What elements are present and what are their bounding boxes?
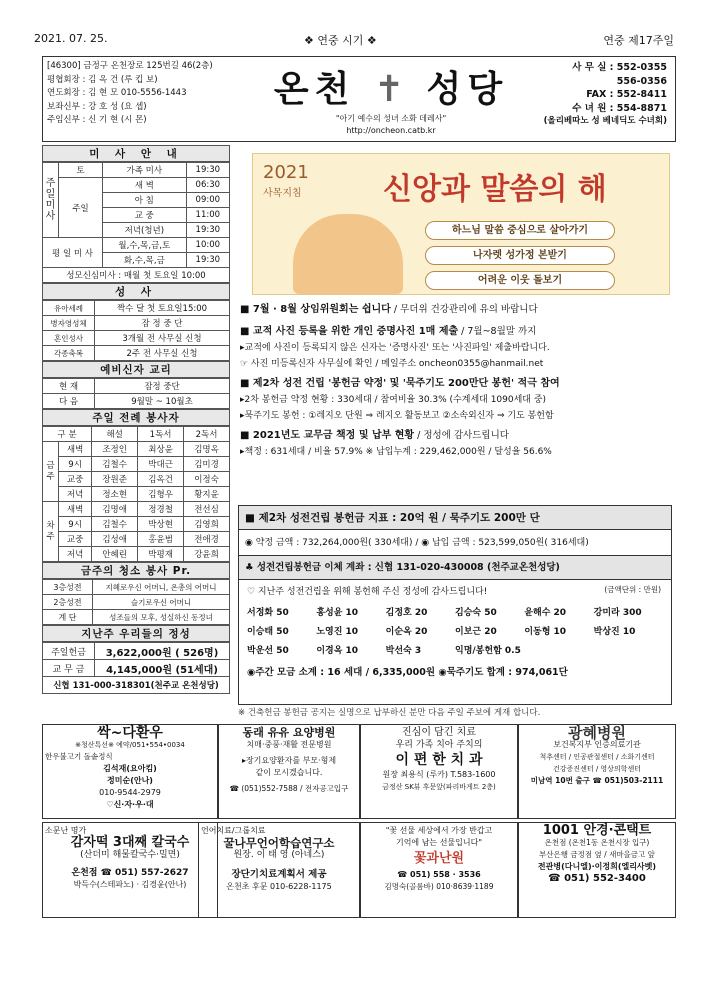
- servers-cell: 강윤희: [184, 547, 230, 562]
- servers-cell: 전선심: [184, 502, 230, 517]
- servers-cell: 김철수: [92, 517, 138, 532]
- servers-cell: 최상윤: [138, 442, 184, 457]
- title-part: 온천: [273, 69, 356, 110]
- catechism-label: 다 음: [43, 394, 95, 409]
- servers-mass: 저녁: [59, 487, 92, 502]
- mass-time: 10:00: [186, 238, 229, 253]
- mass-time: 19:30: [186, 223, 229, 238]
- servers-mass: 새벽: [59, 502, 92, 517]
- donor-thanks: ♡ 지난주 성전건립을 위해 봉헌해 주신 정성에 감사드립니다!: [247, 587, 488, 597]
- banner-item: 하느님 말씀 중심으로 살아가기: [425, 221, 615, 240]
- contact-line: FAX : 552-8411: [586, 89, 667, 100]
- ad-noodle[interactable]: [42, 822, 218, 918]
- news-heading: ■ 제2차 성전 건립 '봉헌금 약정' 및 '묵주기도 200만단 봉헌' 적극 참여: [240, 378, 560, 389]
- ad-line: 온천점 (온천1동 온천시장 입구): [544, 838, 650, 847]
- ad-line: 원장. 이 태 영 (아네스): [233, 850, 325, 860]
- banner-year: 2021: [263, 162, 309, 183]
- servers-cell: 전애경: [184, 532, 230, 547]
- mass-time: 09:00: [186, 193, 229, 208]
- cleaning-place: 3층성전: [43, 580, 93, 595]
- parish-title: [261, 61, 521, 112]
- sacrament-info: 잠 정 중 단: [95, 316, 230, 331]
- cleaning-group: 성조들의 모후, 성실하신 동정녀: [93, 610, 230, 625]
- servers-mass: 9시: [59, 457, 92, 472]
- ad-title: 싹~다환우: [97, 725, 163, 741]
- news-item: [240, 340, 676, 356]
- cleaning-table: [42, 579, 230, 625]
- donor-entry: 이경옥 10: [316, 646, 359, 656]
- catechism-title: 예비신자 교리: [42, 361, 230, 378]
- ad-flower[interactable]: [360, 822, 518, 918]
- ad-line: 보건복지부 인증의료기관: [553, 740, 641, 749]
- info-line: 연도회장 : 김 현 모 010-5556-1443: [47, 88, 187, 98]
- ad-title: 광혜병원: [568, 724, 626, 742]
- cleaning-group: 슬기로우신 어머니: [93, 595, 230, 610]
- donor-entry: 서정화 50: [247, 608, 289, 618]
- offering-label: 교 무 금: [43, 660, 95, 677]
- parish-subtitle: [261, 113, 521, 137]
- mass-time: 11:00: [186, 208, 229, 223]
- donor-entry: 익명/봉헌함 0.5: [455, 646, 521, 656]
- donor-section: [239, 580, 671, 680]
- news-item: [240, 444, 676, 460]
- news-list: [240, 302, 676, 460]
- donor-entry: 홍성윤 10: [316, 608, 359, 618]
- liturgical-season: ❖ 연중 시기 ❖: [304, 34, 377, 47]
- servers-cell: 김옥건: [138, 472, 184, 487]
- servers-mass: 저녁: [59, 547, 92, 562]
- ad-line: 건강증진센터 / 영상의학센터: [553, 765, 641, 773]
- ad-line: (산더미 해물칼국수·밀면): [80, 850, 180, 860]
- news-item: [240, 392, 676, 408]
- news-item: [240, 376, 676, 392]
- news-text: ▸묵주기도 봉헌 : ①레지오 단원 ⇒ 레지오 활동보고 ②소속외신자 ⇒ 기도 봉헌함: [240, 411, 554, 421]
- ad-title: 동래 유유 요양병원: [242, 726, 336, 739]
- left-column: [42, 145, 230, 694]
- donor-unit: (금액단위 : 만원): [604, 585, 661, 594]
- parish-info: [43, 57, 243, 131]
- donor-entry: 김정호 20: [385, 608, 428, 618]
- ad-line: 같이 모시겠습니다.: [255, 768, 323, 777]
- news-text: / 정성에 감사드립니다: [414, 430, 509, 441]
- ad-line: 언어치료/그룹치료: [201, 826, 266, 835]
- mass-table: [42, 162, 230, 283]
- servers-mass: 새벽: [59, 442, 92, 457]
- info-line: [46300] 금정구 온천장로 125번길 46(2층): [47, 61, 213, 71]
- news-item: [240, 356, 676, 372]
- ad-line: 김석재(요아킴): [103, 764, 157, 773]
- mass-time: 19:30: [186, 163, 229, 178]
- contact-line: (올리베따노 성 베네딕도 수녀회): [543, 116, 667, 126]
- servers-mass: 교중: [59, 532, 92, 547]
- ad-line: ♡신·자·우·대: [106, 800, 154, 809]
- servers-cell: 김형우: [138, 487, 184, 502]
- ad-line: 기억에 남는 선물입니다": [395, 838, 483, 847]
- mass-day: 주일: [59, 178, 103, 238]
- sacrament-name: 각종축복: [43, 346, 95, 361]
- servers-header: 해설: [92, 427, 138, 442]
- info-line: 보좌신부 : 강 호 성 (요 셉): [47, 101, 147, 112]
- fund-account: ♣ 성전건립봉헌금 이체 계좌 : 신협 131-020-430008 (천주교온천성당): [239, 556, 671, 580]
- cleaning-place: 계 단: [43, 610, 93, 625]
- ad-line: 한우불고기 돌솥정식: [45, 752, 113, 761]
- mass-name: 저녁(청년): [103, 223, 187, 238]
- cleaning-title: 금주의 청소 봉사 Pr.: [42, 562, 230, 579]
- news-item: [240, 428, 676, 444]
- ad-line: 010-9544-2979: [99, 788, 161, 797]
- sacrament-info: 짝수 달 첫 토요일15:00: [95, 301, 230, 316]
- donor-entry: 박상진 10: [593, 627, 636, 637]
- servers-cell: 김명애: [92, 502, 138, 517]
- sacrament-info: 3개월 전 사무실 신청: [95, 331, 230, 346]
- donor-entry: 이동형 10: [524, 627, 567, 637]
- news-heading: ■ 2021년도 교무금 책정 및 납부 현황: [240, 430, 415, 441]
- cleaning-group: 지혜로우신 어머니, 온총의 어머니: [93, 580, 230, 595]
- donor-entry: 노영진 10: [316, 627, 359, 637]
- mass-time: 06:30: [186, 178, 229, 193]
- contact-line: 수 녀 원 : 554-8871: [572, 102, 667, 114]
- servers-cell: 조정인: [92, 442, 138, 457]
- news-heading: ■ 교적 사진 등록을 위한 개인 증명사진 1매 제출: [240, 326, 459, 337]
- contact-line: 사 무 실 : 552-0355: [572, 62, 667, 73]
- servers-cell: 이정숙: [184, 472, 230, 487]
- servers-cell: 김명옥: [184, 442, 230, 457]
- mass-name: 가족 미사: [103, 163, 187, 178]
- ad-line: 미남역 10번 출구 ☎ 051)503-2111: [530, 776, 664, 785]
- website-link[interactable]: http://oncheon.catb.kr: [346, 126, 436, 135]
- donor-entry: 윤해수 20: [524, 608, 567, 618]
- ad-line: 전관병(다니엘)·이정희(엘리사벳): [537, 862, 657, 871]
- servers-header: 1독서: [138, 427, 184, 442]
- servers-cell: 김미경: [184, 457, 230, 472]
- fund-total: ◉주간 모금 소계 : 16 세대 / 6,335,000원 ◉묵주기도 합계 : 974,061단: [247, 667, 568, 678]
- offering-label: 주일헌금: [43, 643, 95, 660]
- donor-entry: 박운선 50: [247, 646, 289, 656]
- servers-mass: 9시: [59, 517, 92, 532]
- ad-restaurant[interactable]: [42, 724, 218, 819]
- servers-cell: 안혜린: [92, 547, 138, 562]
- contact-line: 556-0356: [616, 75, 667, 87]
- catechism-value: 9월말 ~ 10월초: [95, 394, 230, 409]
- mass-name: 새 벽: [103, 178, 187, 193]
- servers-cell: 황지윤: [184, 487, 230, 502]
- donor-entry: 이순옥 20: [385, 627, 428, 637]
- sacrament-table: [42, 300, 230, 361]
- servers-header: 구 분: [43, 427, 92, 442]
- news-text: / 7월~8월말 까지: [458, 326, 537, 337]
- news-text: ▸책정 : 631세대 / 비율 57.9% ※ 납입누계 : 229,462,000원 / 달성율 56.6%: [240, 447, 552, 457]
- news-item: [240, 408, 676, 424]
- mass-name: 교 중: [103, 208, 187, 223]
- ad-line: 정미순(안나): [107, 776, 153, 785]
- mass-name: 화,수,목,금: [103, 253, 187, 268]
- ad-line: 치매·중풍·재활 전문병원: [246, 740, 332, 749]
- servers-week: 금주: [43, 442, 59, 502]
- masthead: [42, 56, 676, 142]
- ad-line: 부산은행 금정점 옆 / 새마을금고 앞: [539, 850, 655, 859]
- servers-week: 차주: [43, 502, 59, 562]
- info-line: 평협회장 : 김 옥 건 (루 킵 보): [47, 74, 158, 85]
- cleaning-place: 2층성전: [43, 595, 93, 610]
- fund-title: ■ 제2차 성전건립 봉헌금 지표 : 20억 원 / 묵주기도 200만 단: [239, 506, 671, 530]
- news-item: [240, 324, 676, 340]
- info-line: 주임신부 : 신 기 현 (시 몬): [47, 115, 147, 125]
- news-item: [240, 302, 676, 318]
- sacrament-name: 혼인성사: [43, 331, 95, 346]
- donor-entry: 이보근 20: [455, 627, 497, 637]
- ad-title: 꽃과난원: [413, 851, 465, 866]
- news-text: ▸2차 봉헌금 약정 현황 : 330세대 / 참여비율 30.3% (수계세대 1090세대 중): [240, 395, 547, 405]
- parish-contact: [529, 57, 675, 133]
- offering-title: 지난주 우리들의 정성: [42, 625, 230, 642]
- news-heading: ■ 7월 · 8월 상임위원회는 쉽니다: [240, 304, 391, 315]
- sacrament-info: 2주 전 사무실 신청: [95, 346, 230, 361]
- banner-item: 나자렛 성가정 본받기: [425, 246, 615, 265]
- servers-cell: 박상현: [138, 517, 184, 532]
- ad-title: 소문난 명가: [45, 826, 87, 835]
- catechism-value: 잠정 중단: [95, 379, 230, 394]
- servers-cell: 김철수: [92, 457, 138, 472]
- offering-account: 신협 131-000-318301(천주교 온천성당): [43, 677, 230, 694]
- servers-cell: 박평재: [138, 547, 184, 562]
- donor-entry: 이승태 50: [247, 627, 289, 637]
- donor-entry: 김승숙 50: [455, 608, 497, 618]
- mass-group: 평 일 미 사: [43, 238, 103, 268]
- catechism-label: 현 재: [43, 379, 95, 394]
- sacrament-name: 병자영성체: [43, 316, 95, 331]
- news-text: ☞ 사진 미등록신자 사무실에 확인 / 메일주소 oncheon0355@hanmail.net: [240, 359, 544, 369]
- ad-line: ☎ 051) 558 · 3536: [397, 870, 481, 879]
- banner-main-title: 신앙과 말씀의 해: [383, 172, 607, 207]
- offering-amount: 3,622,000원 ( 526명): [95, 643, 230, 660]
- mass-time: 19:30: [186, 253, 229, 268]
- mass-name: 아 침: [103, 193, 187, 208]
- donor-grid: [247, 605, 663, 656]
- ad-line: ※청산특선※ 예약/051•554•0034: [75, 741, 185, 749]
- donor-entry: 박선숙 3: [385, 646, 422, 656]
- ad-title: 1001 안경·콘택트: [542, 823, 652, 838]
- banner-kind: 사목지침: [263, 188, 302, 199]
- catechism-table: [42, 378, 230, 409]
- ad-title: 꿀나무언어학습연구소: [223, 836, 335, 850]
- mass-title: 미 사 안 내: [42, 145, 230, 162]
- fund-pledge: ◉ 약정 금액 : 732,264,000원( 330세대) / ◉ 납입 금액 : 523,599,050원( 316세대): [239, 530, 671, 556]
- building-fund-box: [238, 505, 672, 705]
- servers-cell: 홍윤범: [138, 532, 184, 547]
- ad-hospital[interactable]: [218, 724, 360, 819]
- ad-line: 이 편 한 치 과: [395, 752, 483, 768]
- servers-cell: 김성애: [92, 532, 138, 547]
- banner-item: 어려운 이웃 돌보기: [425, 271, 615, 290]
- ad-line: 우리 가족 치아 주치의: [395, 740, 483, 750]
- ad-line: ☎ 051) 552-3400: [548, 873, 646, 884]
- ad-line: ▸장기요양환자를 부모·형제: [241, 756, 337, 765]
- ad-optical[interactable]: [518, 822, 676, 918]
- ad-line: ☎ (051)552-7588 / 전자공고입구: [229, 784, 349, 793]
- servers-table: [42, 426, 230, 562]
- servers-cell: 박대근: [138, 457, 184, 472]
- ad-line: 온천점 ☎ 051) 557-2627: [71, 868, 189, 878]
- ad-line: 감자떡 3대째 칼국수: [70, 835, 190, 850]
- servers-cell: 장원준: [92, 472, 138, 487]
- pastoral-banner: [252, 153, 670, 295]
- ad-line: "꽃 선물 세상에서 가장 반갑고: [385, 826, 493, 835]
- ad-line: 원장 최용식 (루카) T.583-1600: [382, 770, 496, 779]
- news-text: / 무더위 건강관리에 유의 바랍니다: [390, 304, 538, 315]
- ad-line: 금정산 SK뷰 후문앞(파리바게트 2층): [382, 783, 496, 791]
- family-illustration-icon: [293, 214, 403, 294]
- issue-date: 2021. 07. 25.: [34, 32, 108, 45]
- sacrament-name: 유아세례: [43, 301, 95, 316]
- servers-title: 주일 전례 봉사자: [42, 409, 230, 426]
- servers-cell: 정소현: [92, 487, 138, 502]
- mass-day: 토: [59, 163, 103, 178]
- offering-table: [42, 642, 230, 694]
- servers-cell: 정경철: [138, 502, 184, 517]
- mass-group: 주일미사: [43, 163, 59, 238]
- ad-line: 온천초 후문 010-6228-1175: [226, 882, 332, 891]
- ad-line: 장단기치료계획서 제공: [231, 869, 327, 880]
- servers-cell: 김영희: [184, 517, 230, 532]
- servers-mass: 교중: [59, 472, 92, 487]
- ad-line: 김명숙(골롬바) 010·8639·1189: [384, 882, 494, 891]
- liturgical-week: 연중 제17주일: [603, 34, 674, 47]
- servers-header: 2독서: [184, 427, 230, 442]
- sacrament-title: 성 사: [42, 283, 230, 300]
- mass-name: 월,수,목,금,토: [103, 238, 187, 253]
- cross-icon: ✝: [374, 69, 411, 110]
- donor-entry: 강미라 300: [593, 608, 642, 618]
- ad-line: 척추센터 / 인공관절센터 / 소화기센터: [539, 753, 655, 761]
- ad-line: 박득수(스테파노) · 김경윤(안나): [73, 880, 187, 889]
- offering-amount: 4,145,000원 (51세대): [95, 660, 230, 677]
- ad-language[interactable]: [198, 822, 360, 918]
- mass-note: 성모신심미사 : 매월 첫 토요일 10:00: [43, 268, 230, 283]
- news-text: ▸교적에 사진이 등록되지 않은 신자는 '증명사진' 또는 '사진파일' 제출바랍니다.: [240, 343, 550, 353]
- ad-dental[interactable]: [360, 724, 518, 819]
- title-part: 성당: [426, 69, 509, 110]
- fund-notice: ※ 건축헌금 봉헌금 공지는 실명으로 납부하신 분만 다음 주일 주보에 게재 합니다.: [238, 708, 541, 718]
- slogan: "아기 예수의 성녀 소화 데레사": [335, 114, 447, 123]
- ad-gwanghye[interactable]: [518, 724, 676, 819]
- ad-title: 진심이 담긴 치료: [402, 727, 476, 738]
